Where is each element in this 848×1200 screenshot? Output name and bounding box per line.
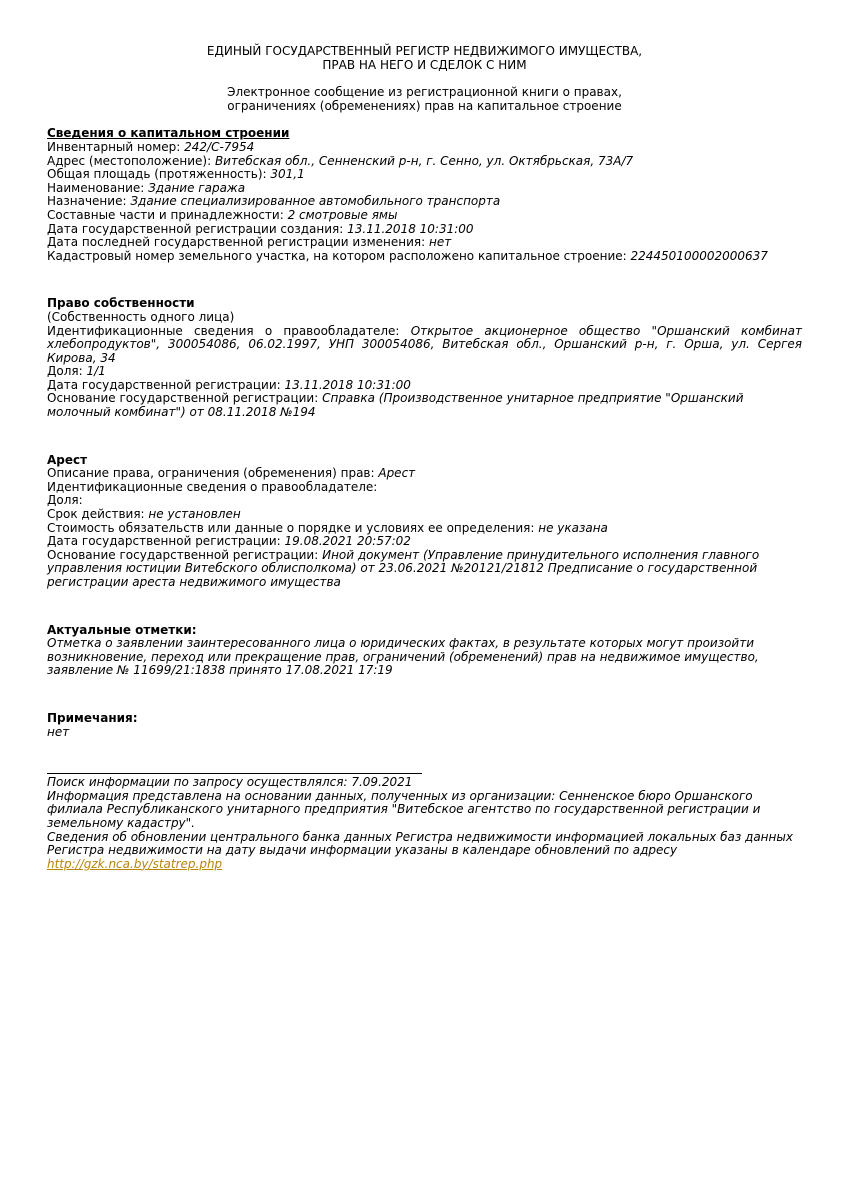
footer: [47, 776, 802, 871]
row-value: Арест: [378, 466, 416, 481]
building-section: [47, 127, 802, 263]
row-value: 301,1: [270, 167, 305, 182]
share-row: [47, 365, 802, 379]
area-row: [47, 168, 802, 182]
row-value: Иной документ (Управление принудительного исполнения главного управления юстиции Витебского облисполкома) от 23.06.2021 №20121/21812 Предписание о государственной регистрации ареста недвижимого имущества: [47, 547, 760, 589]
row-label: Дата государственной регистрации:: [47, 534, 285, 549]
notes-text: нет: [47, 724, 70, 739]
building-section-title: Сведения о капитальном строении: [47, 126, 290, 141]
ownership-section: [47, 297, 802, 419]
row-value: Открытое акционерное общество "Оршанский комбинат хлебопродуктов", 300054086, 06.02.1997, УНП 300054086, Витебская обл., Оршанский р-н, г. Орша, ул. Сергея Кирова, 34: [47, 323, 802, 365]
row-label: Основание государственной регистрации:: [47, 547, 323, 562]
row-label: Стоимость обязательств или данные о порядке и условиях ее определения:: [47, 520, 539, 535]
statrep-link[interactable]: http://gzk.nca.by/statrep.php: [47, 856, 223, 871]
document-header: [47, 45, 802, 113]
row-value: 242/С-7954: [184, 139, 255, 154]
term-row: [47, 508, 802, 522]
arrest-section: [47, 454, 802, 590]
row-label: Идентификационные сведения о правообладателе:: [47, 323, 411, 338]
holder-identification-row: [47, 481, 802, 495]
ownership-subtitle: (Собственность одного лица): [47, 309, 235, 324]
row-value: 13.11.2018 10:31:00: [284, 377, 411, 392]
row-value: 13.11.2018 10:31:00: [347, 221, 474, 236]
message-title-line2: ограничениях (обременениях) прав на капитальное строение: [227, 98, 622, 113]
ownership-section-title: Право собственности: [47, 296, 195, 311]
source-organization-text: Информация представлена на основании данных, полученных из организации: Сенненское бюро Оршанского филиала Республиканского унитарного предприятия "Витебское агентство по государственной регистрации и земельному кадастру".: [47, 788, 761, 830]
row-label: Составные части и принадлежности:: [47, 207, 288, 222]
actual-marks-section: [47, 624, 802, 678]
row-label: Доля:: [47, 493, 83, 508]
row-value: 2 смотровые ямы: [287, 207, 398, 222]
row-value: Справка (Производственное унитарное предприятие "Оршанский молочный комбинат") от 08.11.2018 №194: [47, 391, 744, 420]
row-value: Здание гаража: [148, 180, 246, 195]
registry-title-line1: ЕДИНЫЙ ГОСУДАРСТВЕННЫЙ РЕГИСТР НЕДВИЖИМОГО ИМУЩЕСТВА,: [206, 44, 643, 58]
row-label: Адрес (местоположение):: [47, 153, 215, 168]
footer-divider: [47, 773, 422, 774]
notes-title: Примечания:: [47, 710, 138, 725]
components-row: [47, 209, 802, 223]
row-value: 224450100002000637: [630, 248, 768, 263]
right-description-row: [47, 467, 802, 481]
row-label: Инвентарный номер:: [47, 139, 185, 154]
row-value: 1/1: [86, 364, 106, 379]
creation-date-row: [47, 223, 802, 237]
inventory-number-row: [47, 141, 802, 155]
row-label: Кадастровый номер земельного участка, на котором расположено капитальное строение:: [47, 248, 631, 263]
actual-marks-title: Актуальные отметки:: [47, 622, 197, 637]
owner-identification-row: [47, 325, 802, 366]
row-label: Описание права, ограничения (обременения) прав:: [47, 466, 379, 481]
row-label: Общая площадь (протяженность):: [47, 167, 271, 182]
registration-date-row: [47, 379, 802, 393]
row-value: не установлен: [148, 507, 241, 522]
registration-basis-row: [47, 549, 802, 590]
row-label: Идентификационные сведения о правообладателе:: [47, 479, 378, 494]
row-label: Наименование:: [47, 180, 149, 195]
search-date-text: Поиск информации по запросу осуществлялся: 7.09.2021: [47, 775, 413, 790]
share-row: [47, 494, 802, 508]
row-value: Витебская обл., Сенненский р-н, г. Сенно, ул. Октябрьская, 73А/7: [214, 153, 634, 168]
registration-basis-row: [47, 392, 802, 419]
row-value: Здание специализированное автомобильного транспорта: [130, 194, 501, 209]
row-value: 19.08.2021 20:57:02: [284, 534, 411, 549]
message-title-line1: Электронное сообщение из регистрационной книги о правах,: [227, 85, 622, 100]
document-page: [47, 45, 802, 871]
registry-title-line2: ПРАВ НА НЕГО И СДЕЛОК С НИМ: [322, 57, 527, 72]
row-label: Дата государственной регистрации создания:: [47, 221, 348, 236]
address-row: [47, 155, 802, 169]
name-row: [47, 182, 802, 196]
obligation-cost-row: [47, 522, 802, 536]
row-label: Дата последней государственной регистрации изменения:: [47, 235, 429, 250]
actual-marks-text: Отметка о заявлении заинтересованного лица о юридических фактах, в результате которых могут произойти возникновение, переход или прекращение прав, ограничений (обременений) прав на недвижимое имущество, заявление № 11699/21:1838 принято 17.08.2021 17:19: [47, 636, 759, 678]
row-value: нет: [428, 235, 452, 250]
row-label: Назначение:: [47, 194, 131, 209]
row-label: Срок действия:: [47, 507, 149, 522]
last-change-row: [47, 236, 802, 250]
notes-section: [47, 712, 802, 739]
row-label: Основание государственной регистрации:: [47, 391, 323, 406]
registration-date-row: [47, 535, 802, 549]
row-label: Доля:: [47, 364, 87, 379]
arrest-section-title: Арест: [47, 452, 88, 467]
cadastral-number-row: [47, 250, 802, 264]
purpose-row: [47, 195, 802, 209]
row-label: Дата государственной регистрации:: [47, 377, 285, 392]
row-value: не указана: [538, 520, 608, 535]
update-info-text: Сведения об обновлении центрального банка данных Регистра недвижимости информацией локальных баз данных Регистра недвижимости на дату выдачи информации указаны в календаре обновлений по адресу: [47, 829, 793, 858]
